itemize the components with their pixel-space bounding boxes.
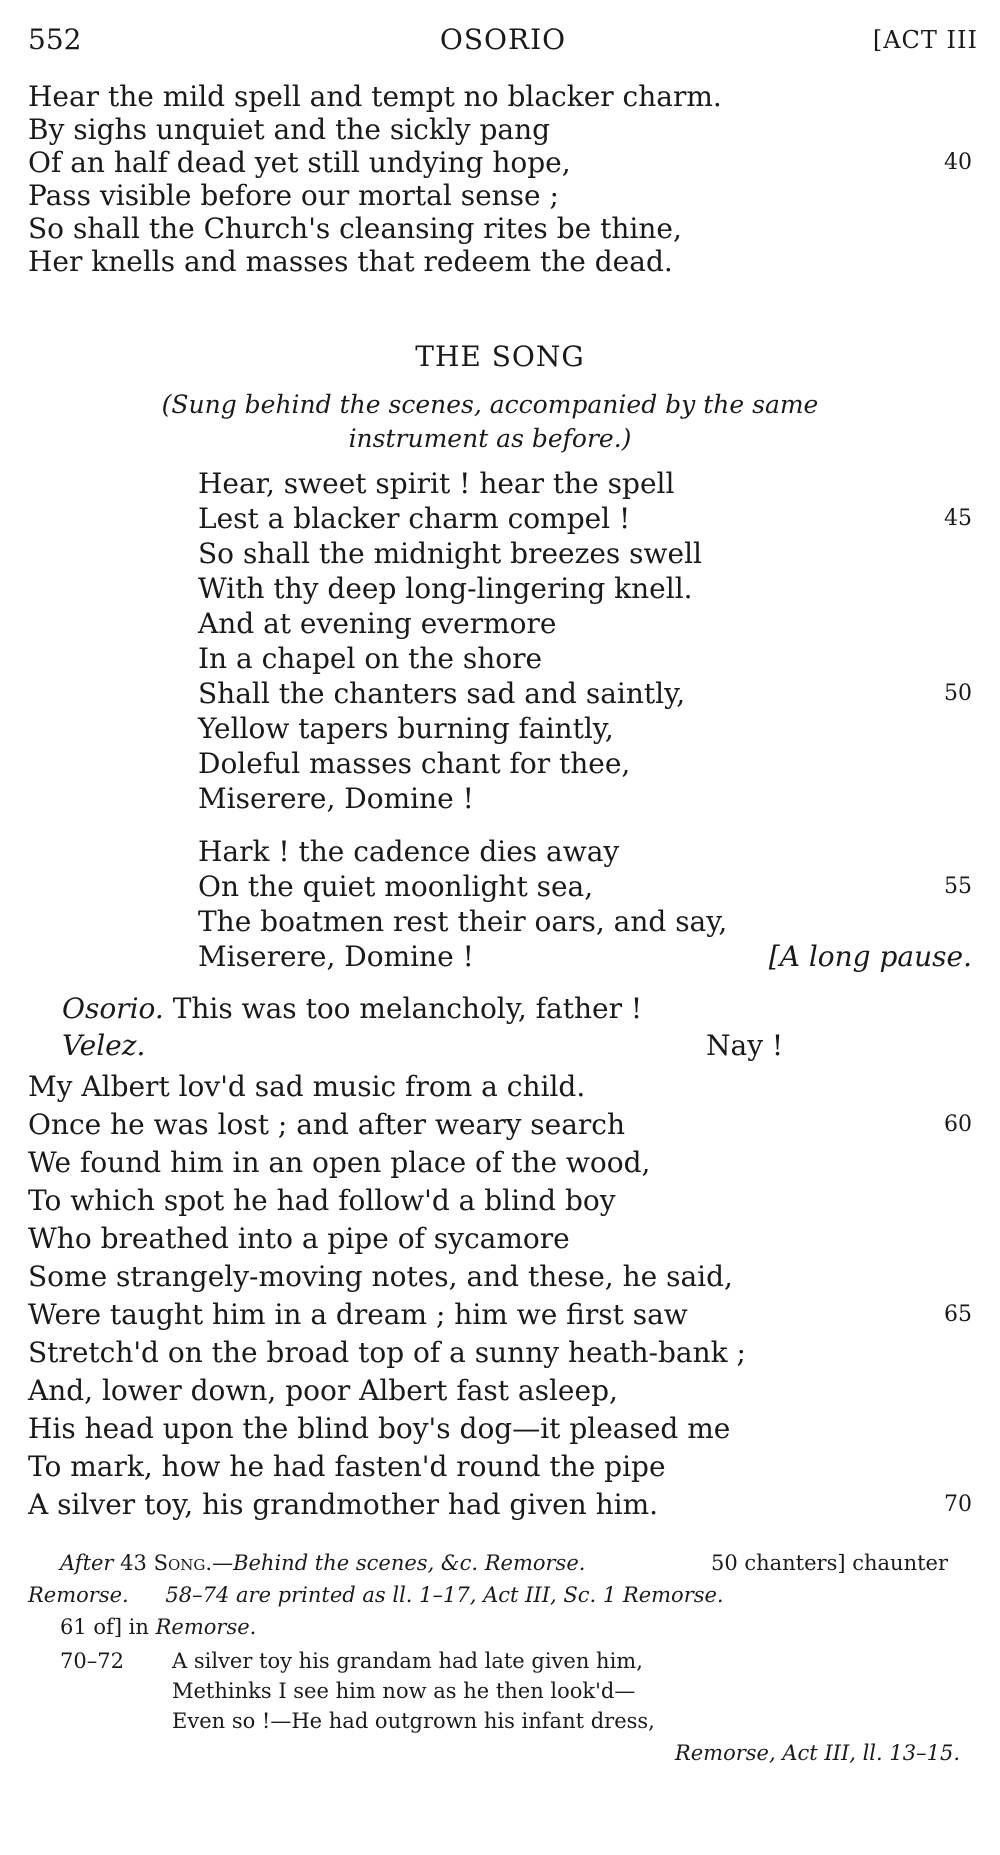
- verse-line: Once he was lost ; and after weary search 60: [28, 1106, 972, 1144]
- footnote: 61 of] in Remorse.: [60, 1615, 257, 1639]
- page-title: OSORIO: [439, 23, 567, 56]
- line-number: 50: [944, 681, 972, 706]
- verse-line: My Albert lov'd sad music from a child.: [28, 1070, 586, 1103]
- footnote: Remorse. 58–74 are printed as ll. 1–17, Act III, Sc. 1 Remorse.: [28, 1583, 724, 1607]
- footnote: After 43 Song.—Behind the scenes, &c. Remorse. 50 chanters] chaunter: [60, 1551, 948, 1575]
- line-number: 40: [944, 150, 972, 175]
- verse-line: So shall the Church's cleansing rites be thine,: [28, 212, 682, 245]
- verse-line: To which spot he had follow'd a blind boy: [28, 1184, 616, 1217]
- footnote: Even so !—He had outgrown his infant dress,: [172, 1709, 655, 1733]
- speaker-velez: Velez.: [62, 1029, 146, 1062]
- line-number: 60: [944, 1112, 972, 1137]
- act-label: [ACT III: [872, 26, 978, 54]
- verse-line: Her knells and masses that redeem the dead.: [28, 245, 673, 278]
- footnote: 70–72 A silver toy his grandam had late given him,: [60, 1649, 643, 1673]
- verse-line: Stretch'd on the broad top of a sunny heath-bank ;: [28, 1336, 746, 1369]
- osorio-dialogue: Osorio. This was too melancholy, father !: [62, 992, 643, 1025]
- verse-line: Hear the mild spell and tempt no blacker charm.: [28, 80, 722, 113]
- verse-line: His head upon the blind boy's dog—it pleased me: [28, 1412, 731, 1445]
- footnote: Methinks I see him now as he then look'd—: [172, 1679, 636, 1703]
- verse-line: Of an half dead yet still undying hope, 40: [28, 144, 972, 182]
- verse-line: Some strangely-moving notes, and these, he said,: [28, 1260, 733, 1293]
- verse-line: Who breathed into a pipe of sycamore: [28, 1222, 570, 1255]
- verse-line: We found him in an open place of the wood,: [28, 1146, 651, 1179]
- footnote: Remorse, Act III, ll. 13–15.: [674, 1741, 960, 1765]
- velez-dialogue: Velez. Nay !: [62, 1029, 784, 1062]
- verse-line: To mark, how he had fasten'd round the pipe: [28, 1450, 666, 1483]
- stage-direction: [A long pause.: [768, 940, 972, 973]
- line-number: 70: [944, 1492, 972, 1517]
- verse-line: And, lower down, poor Albert fast asleep,: [28, 1374, 618, 1407]
- song-title: THE SONG: [415, 340, 585, 373]
- verse-line: A silver toy, his grandmother had given him. 70: [28, 1486, 972, 1524]
- page-number: 552: [28, 23, 82, 56]
- speaker-osorio: Osorio.: [62, 992, 164, 1025]
- verse-line: Were taught him in a dream ; him we first saw 65: [28, 1296, 972, 1334]
- line-number: 45: [944, 506, 972, 531]
- running-header: [28, 20, 978, 60]
- line-number: 55: [944, 874, 972, 899]
- verse-line: By sighs unquiet and the sickly pang: [28, 113, 551, 146]
- song-direction: (Sung behind the scenes, accompanied by the same instrument as before.): [161, 390, 819, 453]
- verse-line: Pass visible before our mortal sense ;: [28, 179, 559, 212]
- line-number: 65: [944, 1302, 972, 1327]
